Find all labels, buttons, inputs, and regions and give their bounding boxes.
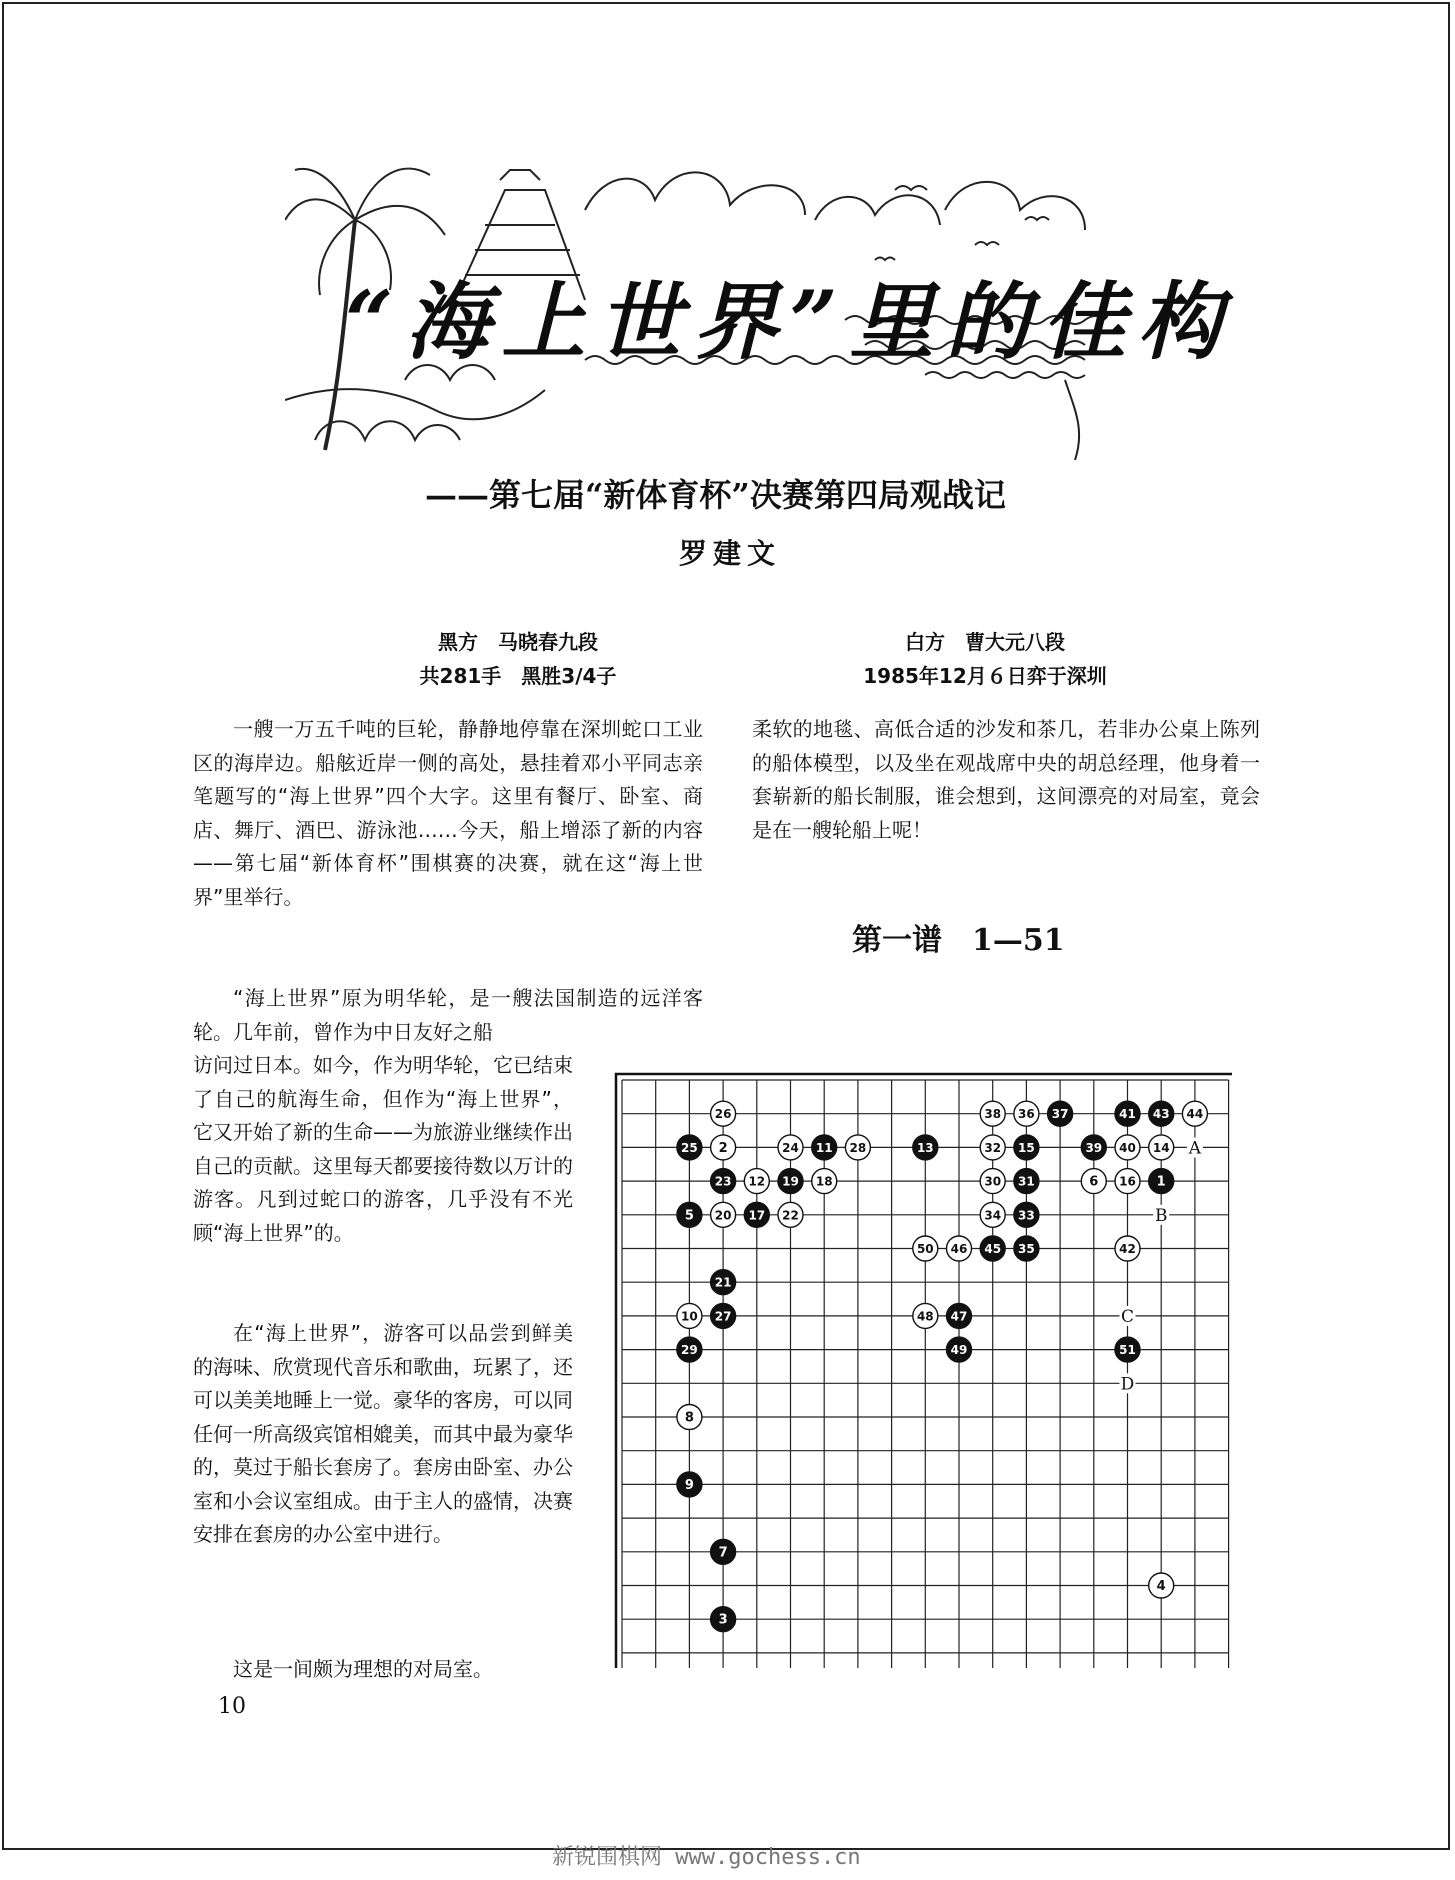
stone-move-number: 33 [1018, 1208, 1035, 1223]
stone-move-number: 24 [782, 1140, 799, 1155]
article-subtitle: ——第七届“新体育杯”决赛第四局观战记 [425, 476, 1006, 514]
stone-move-number: 50 [916, 1242, 934, 1256]
move-count-info: 共281手 黑胜3/4子 [419, 664, 617, 688]
stone-move-number: 8 [684, 1410, 694, 1426]
article-author: 罗建文 [678, 537, 781, 570]
board-border [616, 1074, 1232, 1668]
stone-move-number: 3 [718, 1612, 728, 1628]
stone-move-number: 43 [1152, 1107, 1170, 1122]
stone-move-number: 10 [681, 1309, 698, 1324]
board-letter-C: C [1120, 1306, 1135, 1327]
stone-move-number: 31 [1018, 1174, 1035, 1189]
stone-move-number: 21 [714, 1275, 732, 1290]
stone-move-number: 46 [950, 1242, 968, 1256]
stone-move-number: 11 [815, 1140, 833, 1155]
stone-move-number: 17 [748, 1208, 766, 1223]
stone-move-number: 7 [718, 1545, 728, 1561]
board-letter-B: B [1154, 1205, 1168, 1226]
stone-move-number: 2 [718, 1140, 728, 1156]
stone-move-number: 45 [984, 1242, 1002, 1256]
stone-move-number: 26 [714, 1107, 732, 1122]
article-title: “海上世界”里的佳构 [345, 272, 1234, 371]
stone-move-number: 51 [1119, 1343, 1136, 1358]
stone-move-number: 27 [714, 1309, 732, 1324]
stone-move-number: 5 [684, 1208, 694, 1224]
stone-move-number: 30 [984, 1174, 1002, 1189]
stone-move-number: 25 [681, 1140, 698, 1155]
go-board-diagram [612, 1058, 1232, 1668]
diagram-heading: 第一谱 1—51 [852, 923, 1065, 958]
watermark-footer: 新锐围棋网 www.gochess.cn [552, 1845, 861, 1870]
body-paragraph-right: 柔软的地毯、高低合适的沙发和茶几，若非办公桌上陈列的船体模型，以及坐在观战席中央的胡总经理，他身着一套崭新的船长制服，谁会想到，这间漂亮的对局室，竟会是在一艘轮船上呢！ [752, 717, 1260, 842]
stone-move-number: 29 [681, 1343, 698, 1358]
white-player-info: 白方 曹大元八段 [905, 630, 1065, 654]
stone-move-number: 22 [782, 1208, 799, 1223]
stone-move-number: 14 [1152, 1140, 1170, 1155]
stone-move-number: 32 [984, 1140, 1002, 1155]
stone-move-number: 9 [684, 1477, 694, 1493]
stone-move-number: 39 [1085, 1140, 1103, 1155]
body-paragraph-1: 一艘一万五千吨的巨轮，静静地停靠在深圳蛇口工业区的海岸边。船舷近岸一侧的高处，悬挂着邓小平同志亲笔题写的“海上世界”四个大字。这里有餐厅、卧室、商店、舞厅、酒巴、游泳池……今天，船上增添了新的内容——第七届“新体育杯”围棋赛的决赛，就在这“海上世界”里举行。 [193, 717, 703, 909]
stone-move-number: 35 [1018, 1242, 1035, 1256]
black-player-info: 黑方 马晓春九段 [438, 630, 598, 654]
stone-move-number: 6 [1089, 1174, 1099, 1190]
stone-move-number: 47 [950, 1309, 968, 1324]
stone-move-number: 49 [950, 1343, 968, 1358]
stone-move-number: 1 [1156, 1174, 1166, 1190]
stone-move-number: 13 [916, 1140, 934, 1155]
stone-move-number: 36 [1018, 1107, 1035, 1122]
stone-move-number: 34 [984, 1208, 1002, 1223]
stone-move-number: 38 [984, 1107, 1002, 1122]
stone-move-number: 12 [748, 1174, 766, 1189]
stone-move-number: 37 [1051, 1107, 1069, 1122]
stone-move-number: 19 [782, 1174, 799, 1189]
stone-move-number: 16 [1119, 1174, 1136, 1189]
page-number: 10 [218, 1694, 246, 1719]
stone-move-number: 48 [916, 1309, 934, 1324]
stone-move-number: 4 [1156, 1579, 1166, 1594]
stone-move-number: 41 [1119, 1107, 1136, 1122]
stone-move-number: 42 [1119, 1242, 1136, 1256]
game-date-info: 1985年12月６日弈于深圳 [863, 664, 1107, 688]
stone-move-number: 44 [1186, 1107, 1204, 1122]
stone-move-number: 23 [714, 1174, 732, 1189]
body-paragraph-3: 在“海上世界”，游客可以品尝到鲜美的海味、欣赏现代音乐和歌曲，玩累了，还可以美美地睡上一觉。豪华的客房，可以同任何一所高级宾馆相媲美，而其中最为豪华的，莫过于船长套房了。套房由卧室、办公室和小会议室组成。由于主人的盛情，决赛安排在套房的办公室中进行。 [193, 1321, 573, 1546]
stone-move-number: 40 [1119, 1140, 1136, 1155]
stone-move-number: 18 [815, 1174, 833, 1189]
board-letter-A: A [1188, 1138, 1202, 1159]
stone-move-number: 28 [849, 1140, 867, 1155]
body-paragraph-2-continued: 访问过日本。如今，作为明华轮，它已结束了自己的航海生命，但作为“海上世界”，它又开始了新的生命——为旅游业继续作出自己的贡献。这里每天都要接待数以万计的游客。凡到过蛇口的游客，几乎没有不光顾“海上世界”的。 [193, 1053, 573, 1245]
stone-move-number: 15 [1018, 1140, 1035, 1155]
body-paragraph-4: 这是一间颇为理想的对局室。 [233, 1657, 493, 1681]
body-paragraph-2: “海上世界”原为明华轮，是一艘法国制造的远洋客轮。几年前，曾作为中日友好之船 [193, 986, 703, 1044]
board-letter-D: D [1120, 1374, 1135, 1395]
stone-move-number: 20 [714, 1208, 732, 1223]
